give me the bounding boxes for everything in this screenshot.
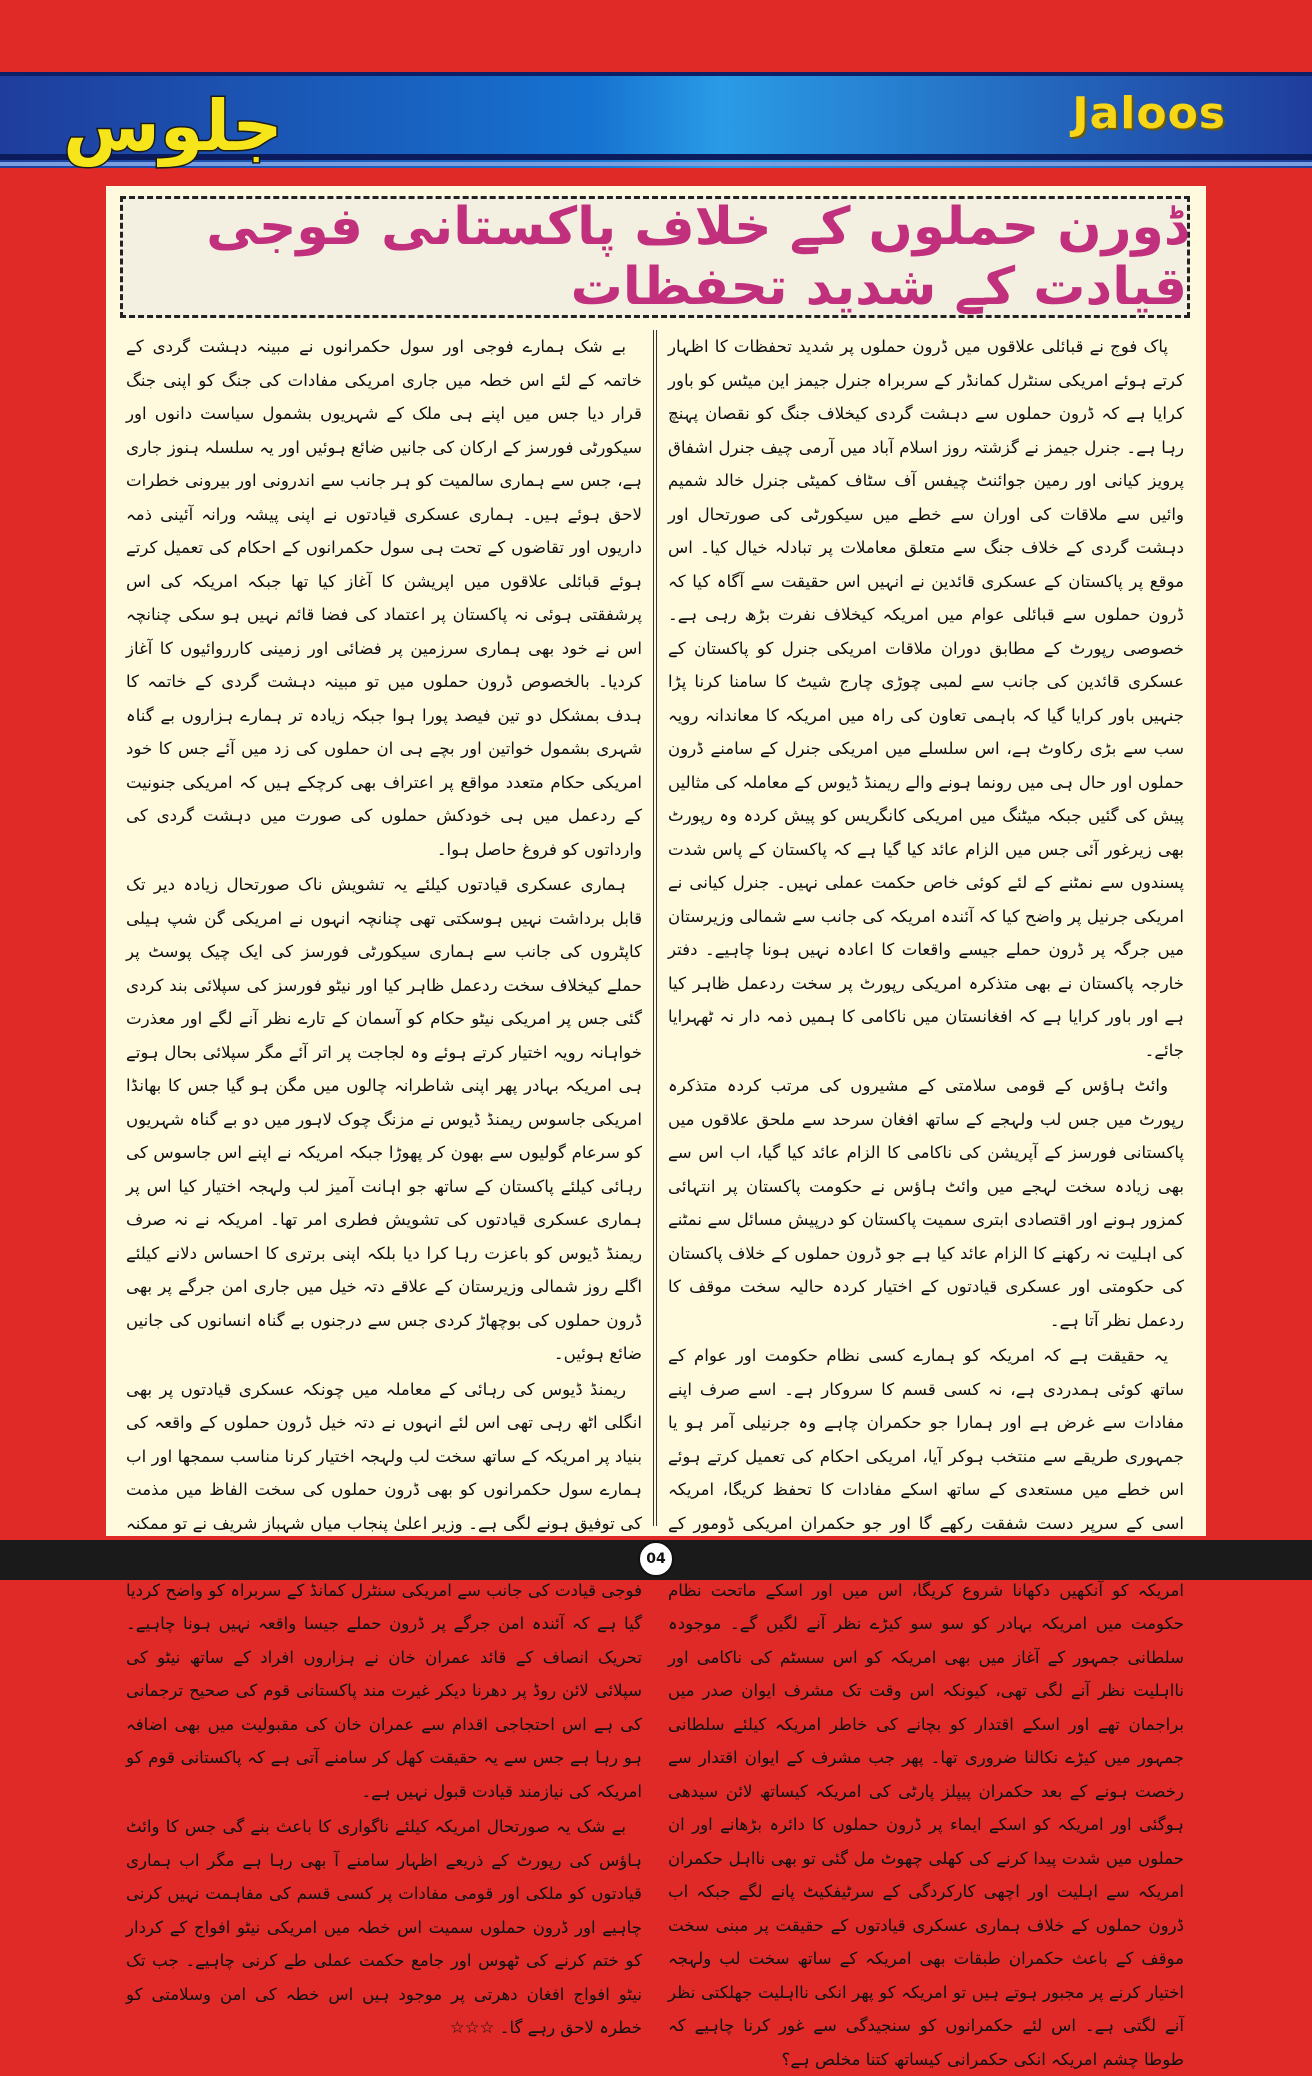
paragraph: بے شک یہ صورتحال امریکہ کیلئے ناگواری کا باعث بنے گی جس کا وائٹ ہاؤس کی رپورٹ کے ذریعے اظہار سامنے آ بھی رہا ہے مگر اب ہماری قیادتوں کو ملکی اور قومی مفادات پر کسی قسم کی مفاہمت نہیں کرنی چاہیے اور ڈرون حملوں سمیت اس خطہ میں امریکی نیٹو افواج کے کردار کو ختم کرنے کی ٹھوس اور جامع حکمت عملی طے کرنی چاہیے۔ جب تک نیٹو افواج افغان دھرتی پر موجود ہیں اس خطہ کی امن وسلامتی کو خطرہ لاحق رہے گا۔ ☆☆☆	[126, 1817, 642, 2037]
headline-box	[120, 196, 1190, 318]
paragraph: بے شک ہمارے فوجی اور سول حکمرانوں نے مبینہ دہشت گردی کے خاتمہ کے لئے اس خطہ میں جاری امریکی مفادات کی جنگ کو اپنی جنگ قرار دیا جس میں اپنے ہی ملک کے شہریوں بشمول سیاست دانوں اور سیکورٹی فورسز کے ارکان کی جانیں ضائع ہوئیں اور یہ سلسلہ ہنوز جاری ہے، جس سے ہماری سالمیت کو ہر جانب سے اندرونی اور بیرونی خطرات لاحق ہوئے ہیں۔ ہماری عسکری قیادتوں نے اپنی پیشہ ورانہ آئینی ذمہ داریوں اور تقاضوں کے تحت ہی سول حکمرانوں کے احکام کی تعمیل کرتے ہوئے قبائلی علاقوں میں اپریشن کا آغاز کیا تھا جبکہ امریکہ کی اس پرشفقتی ہوئی نہ پاکستان پر اعتماد کی فضا قائم نہیں ہو سکی چنانچہ اس نے خود بھی ہماری سرزمین پر فضائی اور زمینی کارروائیوں کا آغاز کردیا۔ بالخصوص ڈرون حملوں میں تو مبینہ دہشت گردی کے خاتمہ کا ہدف بمشکل دو تین فیصد پورا ہوا جبکہ زیادہ تر ہمارے ہزاروں بے گناہ شہری بشمول خواتین اور بچے ہی ان حملوں کی زد میں آئے جس کا خود امریکی حکام متعدد مواقع پر اعتراف بھی کرچکے ہیں کہ امریکی جنونیت کے ردعمل میں ہی خودکش حملوں کی صورت میں دہشت گردی کی وارداتوں کو فروغ حاصل ہوا۔	[126, 337, 642, 859]
paragraph: ہماری عسکری قیادتوں کیلئے یہ تشویش ناک صورتحال زیادہ دیر تک قابل برداشت نہیں ہوسکتی تھی چنانچہ انہوں نے امریکی گن شپ ہیلی کاپٹروں کی جانب سے ہماری سیکورٹی فورسز کی ایک چیک پوسٹ پر حملے کیخلاف سخت ردعمل ظاہر کیا اور نیٹو فورسز کی سپلائی بند کردی گئی جس پر امریکی نیٹو حکام کو آسمان کے تارے نظر آنے لگے اور معذرت خواہانہ رویہ اختیار کرتے ہوئے وہ لجاجت پر اتر آئے مگر سپلائی بحال ہوتے ہی امریکہ بہادر پھر اپنی شاطرانہ چالوں میں مگن ہو گیا جس کا بھانڈا امریکی جاسوس ریمنڈ ڈیوس نے مزنگ چوک لاہور میں دو بے گناہ شہریوں کو سرعام گولیوں سے بھون کر پھوڑا جبکہ امریکہ نے اپنے اس جاسوس کی رہائی کیلئے پاکستان کے ساتھ جو اہانت آمیز لب ولہجہ اختیار کیا اس پر ہماری عسکری قیادتوں کی تشویش فطری امر تھا۔ امریکہ نے نہ صرف ریمنڈ ڈیوس کو باعزت رہا کرا دیا بلکہ اپنی برتری کا احساس دلانے کیلئے اگلے روز شمالی وزیرستان کے علاقے دتہ خیل میں جاری امن جرگے پر بھی ڈرون حملوں کی بوچھاڑ کردی جس سے درجنوں بے گناہ انسانوں کی جانیں ضائع ہوئیں۔	[126, 875, 642, 1363]
urdu-logo-text: جلوس	[63, 85, 283, 167]
paragraph: یہ حقیقت ہے کہ امریکہ کو ہمارے کسی نظام حکومت اور عوام کے ساتھ کوئی ہمدردی ہے، نہ کسی قسم کا سروکار ہے۔ اسے صرف اپنے مفادات سے غرض ہے اور ہمارا جو حکمران چاہے وہ جرنیلی آمر ہو یا جمہوری طریقے سے منتخب ہوکر آیا، امریکی احکام کی تعمیل کرتے ہوئے اس خطے میں مستعدی کے ساتھ اسکے مفادات کا تحفظ کریگا، امریکہ اسی کے سرپر دست شفقت رکھے گا اور جو حکمران امریکی ڈومور کے امریکہ کو آنکھیں دکھانا شروع کریگا، اس میں اور اسکے ماتحت نظام حکومت میں امریکہ بہادر کو سو سو کیڑے نظر آنے لگیں گے۔ موجودہ سلطانی جمہور کے آغاز میں بھی امریکہ کو اس سسٹم کی ناکامی اور نااہلیت نظر آنے لگی تھی، کیونکہ اس وقت تک مشرف ایوان صدر میں براجمان تھے اور اسکے اقتدار کو بچانے کی خاطر امریکہ کیلئے سلطانی جمہور میں کیڑے نکالنا ضروری تھا۔ پھر جب مشرف کے ایوان اقتدار سے رخصت ہونے کے بعد حکمران پیپلز پارٹی کی امریکہ کیساتھ لائن سیدھی ہوگئی اور امریکہ کو اسکے ایماء پر ڈرون حملوں کا دائرہ بڑھانے اور ان حملوں میں شدت پیدا کرنے کی کھلی چھوٹ مل گئی تو بھی نااہل حکمران امریکہ سے اہلیت اور اچھی کارکردگی کے سرٹیفکیٹ پانے لگے جبکہ اب ڈرون حملوں کے خلاف ہماری عسکری قیادتوں کے حقیقت پر مبنی سخت موقف کے باعث حکمران طبقات بھی امریکہ کے ساتھ سخت لب ولہجہ اختیار کرنے پر مجبور ہوتے ہیں تو امریکہ کو پھر انکی نااہلیت جھلکتی نظر آنے لگتی ہے۔ اس لئے حکمرانوں کو سنجیدگی سے غور کرنا چاہیے کہ طوطا چشم امریکہ انکی حکمرانی کیساتھ کتنا مخلص ہے؟	[668, 1346, 1184, 2069]
page-number-badge: 04	[638, 1541, 674, 1577]
urdu-logo	[63, 78, 283, 188]
left-column	[120, 330, 648, 2037]
right-column	[662, 330, 1190, 2069]
column-divider	[653, 330, 657, 1526]
paragraph: ریمنڈ ڈیوس کی رہائی کے معاملہ میں چونکہ عسکری قیادتوں پر بھی انگلی اٹھ رہی تھی اس لئے انہوں نے دتہ خیل ڈرون حملوں کے واقعہ کی بنیاد پر امریکہ کے ساتھ سخت لب ولہجہ اختیار کرنا مناسب سمجھا اور اب ہمارے سول حکمرانوں کو بھی ڈرون حملوں کی سخت الفاظ میں مذمت کی توفیق ہونے لگی ہے۔ وزیر اعلیٰ پنجاب میاں شہباز شریف نے تو ممکنہ فوجی قیادت کی جانب سے امریکی سنٹرل کمانڈ کے سربراہ کو واضح کردیا گیا ہے کہ آئندہ امن جرگے پر ڈرون حملے جیسا واقعہ نہیں ہونا چاہیے۔ تحریک انصاف کے قائد عمران خان نے ہزاروں افراد کے ساتھ نیٹو کی سپلائی لائن روڈ پر دھرنا دیکر غیرت مند پاکستانی قوم کی صحیح ترجمانی کی ہے اس احتجاجی اقدام سے عمران خان کی مقبولیت میں بھی اضافہ ہو رہا ہے جس سے یہ حقیقت کھل کر سامنے آتی ہے کہ پاکستانی قوم کو امریکہ کی نیازمند قیادت قبول نہیں ہے۔	[126, 1379, 642, 1801]
paragraph: پاک فوج نے قبائلی علاقوں میں ڈرون حملوں پر شدید تحفظات کا اظہار کرتے ہوئے امریکی سنٹرل کمانڈر کے سربراہ جنرل جیمز این میٹس کو باور کرایا ہے کہ ڈرون حملوں سے دہشت گردی کیخلاف جنگ کو نقصان پہنچ رہا ہے۔ جنرل جیمز نے گزشتہ روز اسلام آباد میں آرمی چیف جنرل اشفاق پرویز کیانی اور رمین جوائنٹ چیفس آف سٹاف کمیٹی جنرل خالد شمیم وائیں سے ملاقات کی اوران سے خطے میں سیکورٹی کی صورتحال اور دہشت گردی کے خلاف جنگ سے متعلق معاملات پر تبادلہ خیال کیا۔ اس موقع پر پاکستان کے عسکری قائدین نے انہیں اس حقیقت سے آگاہ کیا کہ ڈرون حملوں سے قبائلی عوام میں امریکہ کیخلاف نفرت بڑھ رہی ہے۔ خصوصی رپورٹ کے مطابق دوران ملاقات امریکی جنرل کو پاکستان کے عسکری قائدین کی جانب سے لمبی چوڑی چارج شیٹ کا سامنا کرنا پڑا جنہیں باور کرایا گیا کہ باہمی تعاون کی راہ میں امریکہ کا معاندانہ رویہ سب سے بڑی رکاوٹ ہے، اس سلسلے میں امریکی جنرل کے سامنے ڈرون حملوں اور حال ہی میں رونما ہونے والے ریمنڈ ڈیوس کے معاملہ کی مثالیں پیش کی گئیں جبکہ میٹنگ میں امریکی کانگریس کو پیش کردہ وہ رپورٹ بھی زیرغور آئی جس میں الزام عائد کیا گیا ہے کہ پاکستان کے پاس شدت پسندوں سے نمٹنے کے لئے کوئی خاص حکمت عملی نہیں۔ جنرل کیانی نے امریکی جرنیل پر واضح کیا کہ آئندہ امریکہ کی جانب سے شمالی وزیرستان میں جرگہ پر ڈرون حملے جیسے واقعات کا اعادہ نہیں ہونا چاہیے۔ دفتر خارجہ پاکستان نے بھی متذکرہ امریکی رپورٹ پر سخت ردعمل ظاہر کیا ہے اور باور کرایا ہے کہ افغانستان میں ناکامی کا ہمیں ذمہ دار نہ ٹھہرایا جائے۔	[668, 337, 1184, 1060]
paragraph: وائٹ ہاؤس کے قومی سلامتی کے مشیروں کی مرتب کردہ متذکرہ رپورٹ میں جس لب ولہجے کے ساتھ افغان سرحد سے ملحق علاقوں میں پاکستانی فورسز کے آپریشن کی ناکامی کا الزام عائد کیا گیا، اب اس سے بھی زیادہ سخت لہجے میں وائٹ ہاؤس نے حکومت پاکستان پر انتہائی کمزور ہونے اور اقتصادی ابتری سمیت پاکستان کو درپیش مسائل سے نمٹنے کی اہلیت نہ رکھنے کا الزام عائد کیا ہے جو ڈرون حملوں کے خلاف پاکستان کی حکومتی اور عسکری قیادتوں کے اختیار کردہ حالیہ سخت موقف کا ردعمل نظر آتا ہے۔	[668, 1076, 1184, 1330]
latin-logo: Jaloos	[1072, 88, 1226, 139]
article-headline: ڈورن حملوں کے خلاف پاکستانی فوجی قیادت کے شدید تحفظات	[206, 197, 1187, 317]
